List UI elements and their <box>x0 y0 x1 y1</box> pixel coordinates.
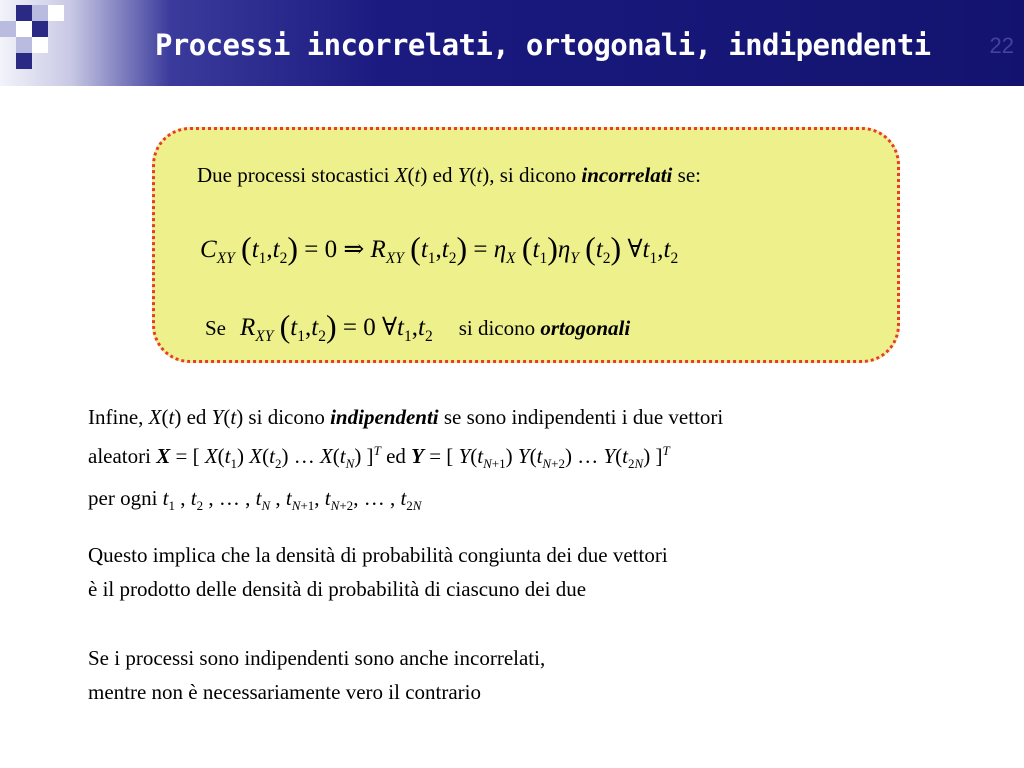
text-line: Se i processi sono indipendenti sono anche incorrelati, <box>88 646 546 670</box>
paragraph-densita <box>88 538 668 606</box>
paragraph-conclusione <box>88 641 545 709</box>
page-number: 22 <box>989 33 1014 58</box>
text-line: Questo implica che la densità di probabilità congiunta dei due vettori <box>88 543 668 567</box>
definition-intro: Due processi stocastici X(t) ed Y(t), si dicono incorrelati se: <box>197 163 701 187</box>
title-bar <box>0 0 1024 86</box>
slide-title: Processi incorrelati, ortogonali, indipendenti <box>155 28 931 62</box>
text-line: mentre non è necessariamente vero il contrario <box>88 680 481 704</box>
equation-ortogonali: Se $R_{XY}$ $(t_1,t_2) = 0$ $\forall t_1,t_2$ si dicono ortogonali <box>205 308 631 345</box>
text-line: è il prodotto delle densità di probabilità di ciascuno dei due <box>88 577 587 601</box>
equation-incorrelati: $C_{XY}$ $(t_1,t_2) = 0$ ⇒ $R_{XY}$ $(t_1,t_2) = \eta_X$ $(t_1)\eta_Y$ $(t_2)$ $\forall t_1,t_2$ <box>200 230 679 267</box>
paragraph-indipendenti: Infine, X(t) ed Y(t) si dicono indipendenti se sono indipendenti i due vettori aleatori X = [ $X(t_1)$ $X(t_2)$ … $X(t_N)$ ]$^T$ ed Y = [ $Y(t_{N+1})$ $Y(t_{N+2})$ … $Y(t_{2N})$ ]$^T$ per ogni $t_1$ , $t_2$ , … , $t_N$ , $t_{N+1}$, $t_{N+2}$, … , $t_{2N}$ <box>88 405 724 514</box>
